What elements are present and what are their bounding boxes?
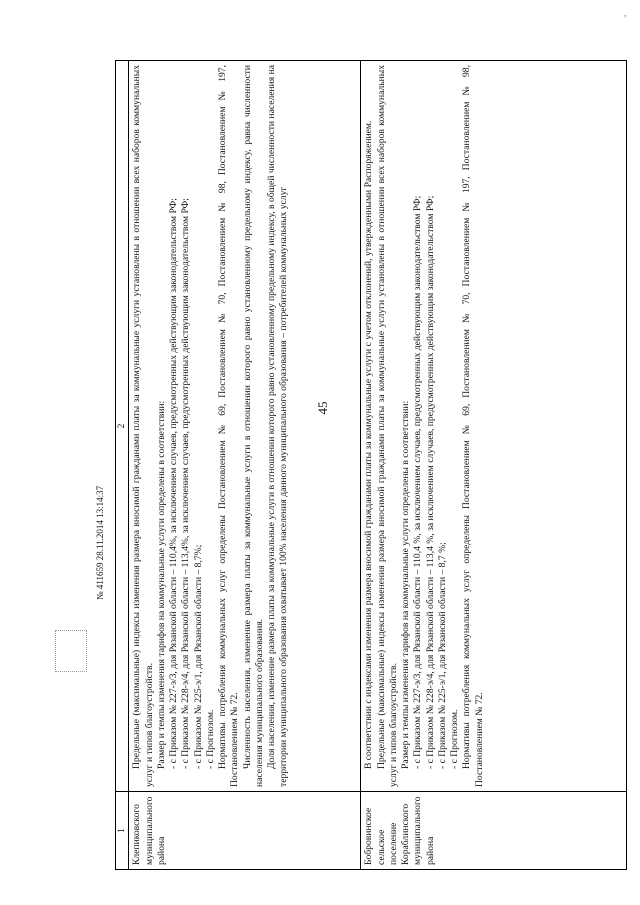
list-item: - с Приказом № 225-э/1, для Рязанской области – 8,7 %; xyxy=(436,542,448,769)
description-cell xyxy=(361,61,627,792)
list-item: - с Приказом № 227-э/3, для Рязанской области – 110,4 %, за исключением случаев, предусмотренных действующим законодательством РФ; xyxy=(412,195,424,769)
region-cell: Клепиковского муниципального района xyxy=(129,792,361,870)
paragraph: Нормативы потребления коммунальных услуг определены Постановлением № 69, Постановлением № 70, Постановлением № 197, Постановлением № 98, Постановлением № 72. xyxy=(461,65,485,787)
list-item: - с Приказом № 225-э/1, для Рязанской области – 8,7%; xyxy=(192,544,204,769)
list-item: - с Приказом № 227-э/3, для Рязанской области – 110,4%, за исключением случаев, предусмотренных действующим законодательством РФ; xyxy=(168,198,180,769)
column-header-1: 1 xyxy=(116,792,129,870)
paragraph: Размер и темпы изменения тарифов на коммунальные услуги определены в соответствии: xyxy=(400,400,412,769)
rotated-table-container xyxy=(115,60,627,870)
column-header-2: 2 xyxy=(116,61,129,792)
list-item: - с Приказом № 228-э/4, для Рязанской области – 113,4 %, за исключением случаев, предусмотренных действующим законодательством РФ; xyxy=(424,195,436,769)
paragraph: Доля населения, изменение размера платы за коммунальные услуги в отношении которого равно установленному предельному индексу, в общей численности населения на территории муниципального образования охватывает 100% населения данного муниципального образования – потребителей коммунальных услуг xyxy=(266,65,290,787)
page-number: 45 xyxy=(315,401,330,415)
paragraph: В соответствии с индексами изменения размера вносимой гражданами платы за коммунальные услуги с учетом отклонений, утвержденными Распоряжением. xyxy=(363,120,375,769)
document-stamp: № 411659 28.11.2014 13:14:37 xyxy=(95,485,105,600)
table-header-row xyxy=(116,61,129,870)
list-item: - с Прогнозом. xyxy=(204,709,216,769)
region-cell: Бобровинское сельское поселение Кораблинского муниципального района xyxy=(361,792,627,870)
description-cell xyxy=(129,61,361,792)
paragraph: Размер и темпы изменения тарифов на коммунальные услуги определены в соответствии: xyxy=(155,400,167,769)
paragraph: Нормативы потребления коммунальных услуг определены Постановлением № 69, Постановлением № 70, Постановлением № 98, Постановлением № 197, Постановлением № 72. xyxy=(217,65,241,787)
list-item: - с Приказом № 228-э/4, для Рязанской области – 113,4%, за исключением случаев, предусмотренных действующим законодательством РФ; xyxy=(180,198,192,769)
corner-mark: ' xyxy=(624,14,626,25)
paragraph: Предельные (максимальные) индексы изменения размера вносимой гражданами платы за коммунальные услуги установлены в отношении всех наборов коммунальных услуг и типов благоустройств. xyxy=(375,65,399,787)
list-item: - с Прогнозом. xyxy=(449,709,461,769)
tariff-table xyxy=(115,60,627,870)
table-row-klepikovsky xyxy=(129,61,361,870)
table-row-bobrovinskoe xyxy=(361,61,627,870)
seal-image xyxy=(55,630,87,672)
paragraph: Предельные (максимальные) индексы изменения размера вносимой гражданами платы за коммунальные услуги установлены в отношении всех наборов коммунальных услуг и типов благоустройств. xyxy=(131,65,155,787)
paragraph: Численность населения, изменение размера платы за коммунальные услуги в отношении которого равно установленному предельному индексу, равна численности населения муниципального образования. xyxy=(241,65,265,787)
